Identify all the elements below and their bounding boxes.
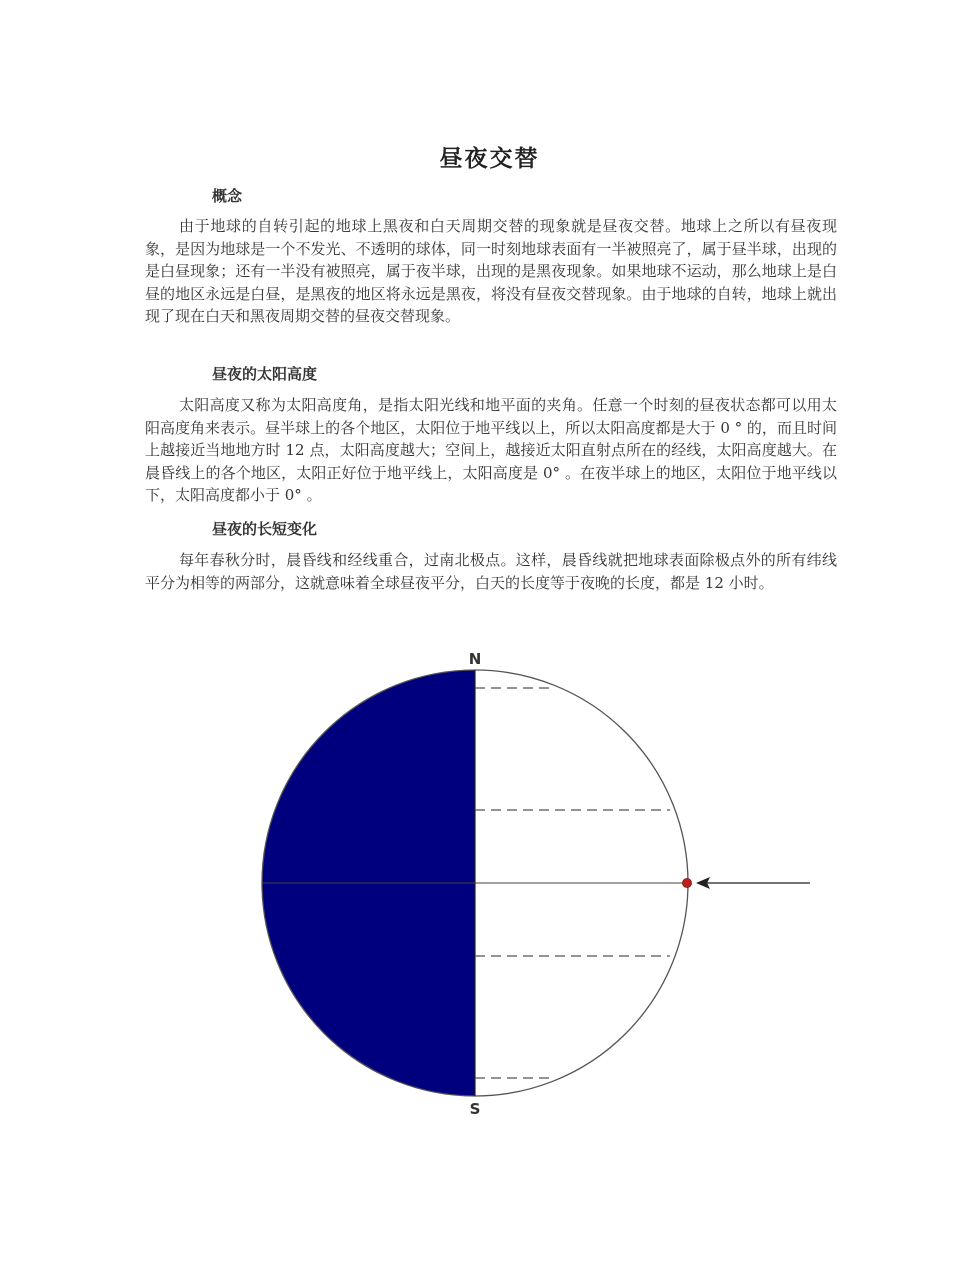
page-title: 昼夜交替 [439, 145, 540, 172]
north-pole-label: N [468, 650, 482, 668]
section-heading-day-length: 昼夜的长短变化 [212, 520, 318, 538]
section-paragraph-concept: 由于地球的自转引起的地球上黑夜和白天周期交替的现象就是昼夜交替。地球上之所以有昼夜现象，是因为地球是一个不发光、不透明的球体，同一时刻地球表面有一半被照亮了，属于昼半球，出现的是白昼现象；还有一半没有被照亮，属于夜半球，出现的是黑夜现象。如果地球不运动，那么地球上是白昼的地区永远是白昼，是黑夜的地区将永远是黑夜，将没有昼夜交替现象。由于地球的自转，地球上就出现了现在白天和黑夜周期交替的昼夜交替现象。 [145, 217, 837, 326]
section-paragraph-day-length: 每年春秋分时，晨昏线和经线重合，过南北极点。这样，晨昏线就把地球表面除极点外的所有纬线平分为相等的两部分，这就意味着全球昼夜平分，白天的长度等于夜晚的长度，都是 12 小时。 [145, 551, 837, 592]
section-paragraph-sun-altitude: 太阳高度又称为太阳高度角，是指太阳光线和地平面的夹角。任意一个时刻的昼夜状态都可以用太阳高度角来表示。昼半球上的各个地区，太阳位于地平线以上，所以太阳高度都是大于 0 ° 的，而且时间上越接近当地地方时 12 点，太阳高度越大；空间上，越接近太阳直射点所在的经线，太阳高度越大。在晨昏线上的各个地区，太阳正好位于地平线上，太阳高度是 0° 。在夜半球上的地区，太阳位于地平线以下，太阳高度都小于 0° 。 [145, 396, 837, 505]
south-pole-label: S [469, 1100, 481, 1118]
section-heading-concept: 概念 [212, 187, 243, 205]
subsolar-point [683, 879, 692, 888]
day-night-diagram [240, 640, 820, 1120]
section-heading-sun-altitude: 昼夜的太阳高度 [212, 365, 318, 383]
